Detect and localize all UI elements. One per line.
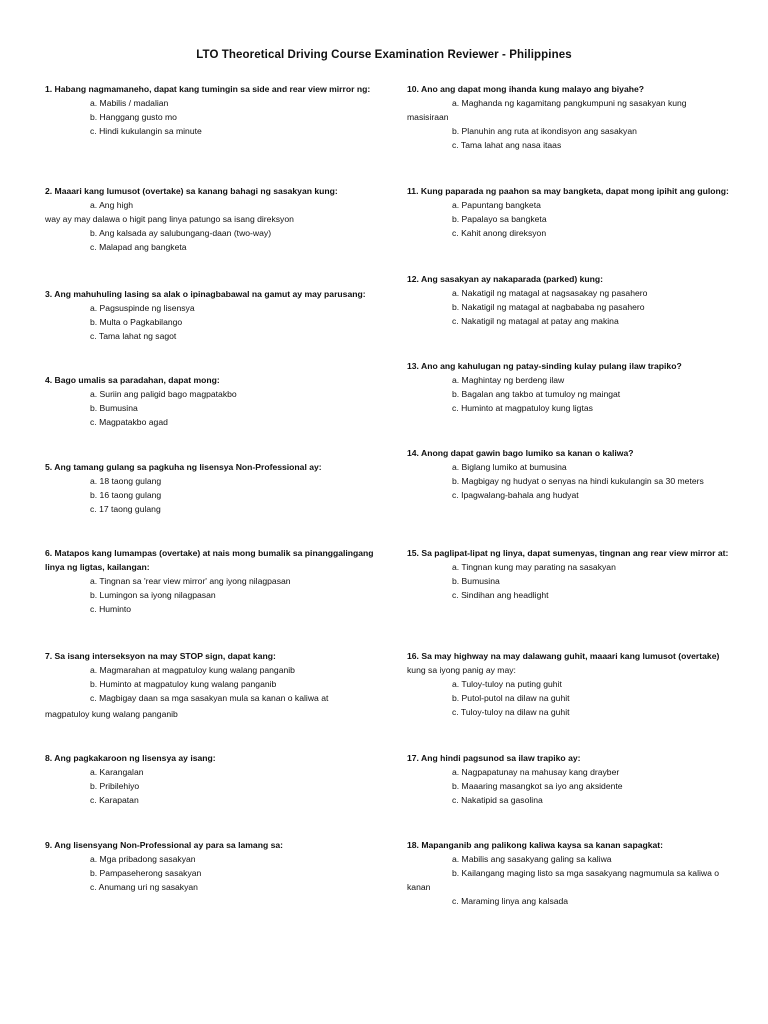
question-13 bbox=[407, 359, 737, 415]
option-b: b. Bumusina bbox=[452, 576, 500, 586]
question-12 bbox=[407, 272, 737, 328]
option-a: a. Tingnan sa 'rear view mirror' ang iyong nilagpasan bbox=[90, 576, 291, 586]
question-stem: 5. Ang tamang gulang sa pagkuha ng lisensya Non-Professional ay: bbox=[45, 462, 322, 472]
question-stem: 9. Ang lisensyang Non-Professional ay para sa lamang sa: bbox=[45, 840, 283, 850]
question-3 bbox=[45, 287, 375, 343]
option-c: c. Maraming linya ang kalsada bbox=[452, 896, 569, 906]
option-b: b. Papalayo sa bangketa bbox=[452, 214, 547, 224]
option-a: a. Pagsuspinde ng lisensya bbox=[90, 303, 195, 313]
option-a: a. Maghanda ng kagamitang pangkumpuni ng sasakyan kung bbox=[452, 98, 687, 108]
question-2 bbox=[45, 184, 375, 254]
option-c: c. Hindi kukulangin sa minute bbox=[90, 126, 202, 136]
question-stem: 3. Ang mahuhuling lasing sa alak o ipinagbabawal na gamut ay may parusang: bbox=[45, 289, 366, 299]
option-b-continuation: kanan bbox=[407, 882, 431, 892]
question-16 bbox=[407, 649, 737, 719]
option-a: a. 18 taong gulang bbox=[90, 476, 162, 486]
option-b: b. Pampaseherong sasakyan bbox=[90, 868, 202, 878]
question-8 bbox=[45, 751, 375, 807]
option-c: c. Huminto bbox=[90, 604, 132, 614]
question-14 bbox=[407, 446, 737, 502]
option-b: b. 16 taong gulang bbox=[90, 490, 162, 500]
question-5 bbox=[45, 460, 375, 516]
option-a-continuation: masisiraan bbox=[407, 112, 449, 122]
question-stem: 16. Sa may highway na may dalawang guhit, maaari kang lumusot (overtake) bbox=[407, 651, 720, 661]
option-c: c. Sindihan ang headlight bbox=[452, 590, 549, 600]
option-a: a. Biglang lumiko at bumusina bbox=[452, 462, 567, 472]
question-15 bbox=[407, 546, 737, 602]
option-a: a. Suriin ang paligid bago magpatakbo bbox=[90, 389, 237, 399]
question-stem: 10. Ano ang dapat mong ihanda kung malayo ang biyahe? bbox=[407, 84, 644, 94]
question-7 bbox=[45, 649, 375, 721]
question-stem-continuation: kung sa iyong panig ay may: bbox=[407, 665, 516, 675]
question-stem: 15. Sa paglipat-lipat ng linya, dapat sumenyas, tingnan ang rear view mirror at: bbox=[407, 548, 729, 558]
option-a: a. Tingnan kung may parating na sasakyan bbox=[452, 562, 616, 572]
option-a: a. Magmarahan at magpatuloy kung walang panganib bbox=[90, 665, 295, 675]
question-stem: 1. Habang nagmamaneho, dapat kang tumingin sa side and rear view mirror ng: bbox=[45, 84, 371, 94]
option-b: b. Kailangang maging listo sa mga sasakyang nagmumula sa kaliwa o bbox=[452, 868, 720, 878]
question-stem: 13. Ano ang kahulugan ng patay-sinding kulay pulang ilaw trapiko? bbox=[407, 361, 682, 371]
option-a: a. Mga pribadong sasakyan bbox=[90, 854, 196, 864]
option-b: b. Multa o Pagkabilango bbox=[90, 317, 183, 327]
option-c: c. Malapad ang bangketa bbox=[90, 242, 187, 252]
question-4 bbox=[45, 373, 375, 429]
option-c: c. 17 taong gulang bbox=[90, 504, 161, 514]
option-b: b. Hanggang gusto mo bbox=[90, 112, 177, 122]
question-stem: 8. Ang pagkakaroon ng lisensya ay isang: bbox=[45, 753, 216, 763]
option-b: b. Lumingon sa iyong nilagpasan bbox=[90, 590, 216, 600]
option-c: c. Karapatan bbox=[90, 795, 139, 805]
option-c: c. Magbigay daan sa mga sasakyan mula sa kanan o kaliwa at bbox=[90, 693, 329, 703]
question-6 bbox=[45, 546, 375, 616]
option-b: b. Ang kalsada ay salubungang-daan (two-way) bbox=[90, 228, 272, 238]
option-c: c. Tama lahat ang nasa itaas bbox=[452, 140, 562, 150]
option-a: a. Ang high bbox=[90, 200, 134, 210]
question-stem: 12. Ang sasakyan ay nakaparada (parked) kung: bbox=[407, 274, 603, 284]
option-c: c. Huminto at magpatuloy kung ligtas bbox=[452, 403, 593, 413]
option-c: c. Nakatigil ng matagal at patay ang makina bbox=[452, 316, 619, 326]
question-stem: 7. Sa isang interseksyon na may STOP sign, dapat kang: bbox=[45, 651, 276, 661]
option-b: b. Pribilehiyo bbox=[90, 781, 140, 791]
option-c: c. Tuloy-tuloy na dilaw na guhit bbox=[452, 707, 570, 717]
option-c: c. Tama lahat ng sagot bbox=[90, 331, 177, 341]
option-a: a. Papuntang bangketa bbox=[452, 200, 541, 210]
question-stem: 4. Bago umalis sa paradahan, dapat mong: bbox=[45, 375, 220, 385]
page-title: LTO Theoretical Driving Course Examination Reviewer - Philippines bbox=[196, 49, 572, 61]
question-1 bbox=[45, 82, 375, 138]
question-stem: 17. Ang hindi pagsunod sa ilaw trapiko ay: bbox=[407, 753, 581, 763]
option-a: a. Mabilis / madalian bbox=[90, 98, 169, 108]
option-b: b. Planuhin ang ruta at ikondisyon ang sasakyan bbox=[452, 126, 637, 136]
option-c: c. Ipagwalang-bahala ang hudyat bbox=[452, 490, 579, 500]
question-stem: 6. Matapos kang lumampas (overtake) at nais mong bumalik sa pinanggalingang linya ng ligtas, kailangan: bbox=[45, 548, 374, 572]
option-b: b. Bagalan ang takbo at tumuloy ng maingat bbox=[452, 389, 621, 399]
option-a-continuation: way ay may dalawa o higit pang linya patungo sa isang direksyon bbox=[45, 214, 294, 224]
option-c: c. Kahit anong direksyon bbox=[452, 228, 547, 238]
option-c: c. Magpatakbo agad bbox=[90, 417, 168, 427]
option-a: a. Karangalan bbox=[90, 767, 144, 777]
question-10 bbox=[407, 82, 737, 152]
question-stem: 18. Mapanganib ang palikong kaliwa kaysa sa kanan sapagkat: bbox=[407, 840, 663, 850]
question-stem: 11. Kung paparada ng paahon sa may bangketa, dapat mong ipihit ang gulong: bbox=[407, 186, 729, 196]
option-c: c. Nakatipid sa gasolina bbox=[452, 795, 543, 805]
option-a: a. Nagpapatunay na mahusay kang drayber bbox=[452, 767, 620, 777]
question-18 bbox=[407, 838, 737, 908]
option-b: b. Huminto at magpatuloy kung walang panganib bbox=[90, 679, 277, 689]
question-9 bbox=[45, 838, 375, 894]
question-stem: 2. Maaari kang lumusot (overtake) sa kanang bahagi ng sasakyan kung: bbox=[45, 186, 338, 196]
option-a: a. Nakatigil ng matagal at nagsasakay ng pasahero bbox=[452, 288, 648, 298]
option-b: b. Magbigay ng hudyat o senyas na hindi kukulangin sa 30 meters bbox=[452, 476, 704, 486]
option-b: b. Bumusina bbox=[90, 403, 138, 413]
option-b: b. Nakatigil ng matagal at nagbababa ng pasahero bbox=[452, 302, 645, 312]
option-a: a. Tuloy-tuloy na puting guhit bbox=[452, 679, 562, 689]
question-11 bbox=[407, 184, 737, 240]
question-17 bbox=[407, 751, 737, 807]
option-b: b. Putol-putol na dilaw na guhit bbox=[452, 693, 570, 703]
option-c: c. Anumang uri ng sasakyan bbox=[90, 882, 198, 892]
option-a: a. Mabilis ang sasakyang galing sa kaliwa bbox=[452, 854, 612, 864]
question-stem: 14. Anong dapat gawin bago lumiko sa kanan o kaliwa? bbox=[407, 448, 634, 458]
option-c-continuation: magpatuloy kung walang panganib bbox=[45, 709, 178, 719]
option-b: b. Maaaring masangkot sa iyo ang aksidente bbox=[452, 781, 623, 791]
option-a: a. Maghintay ng berdeng ilaw bbox=[452, 375, 565, 385]
